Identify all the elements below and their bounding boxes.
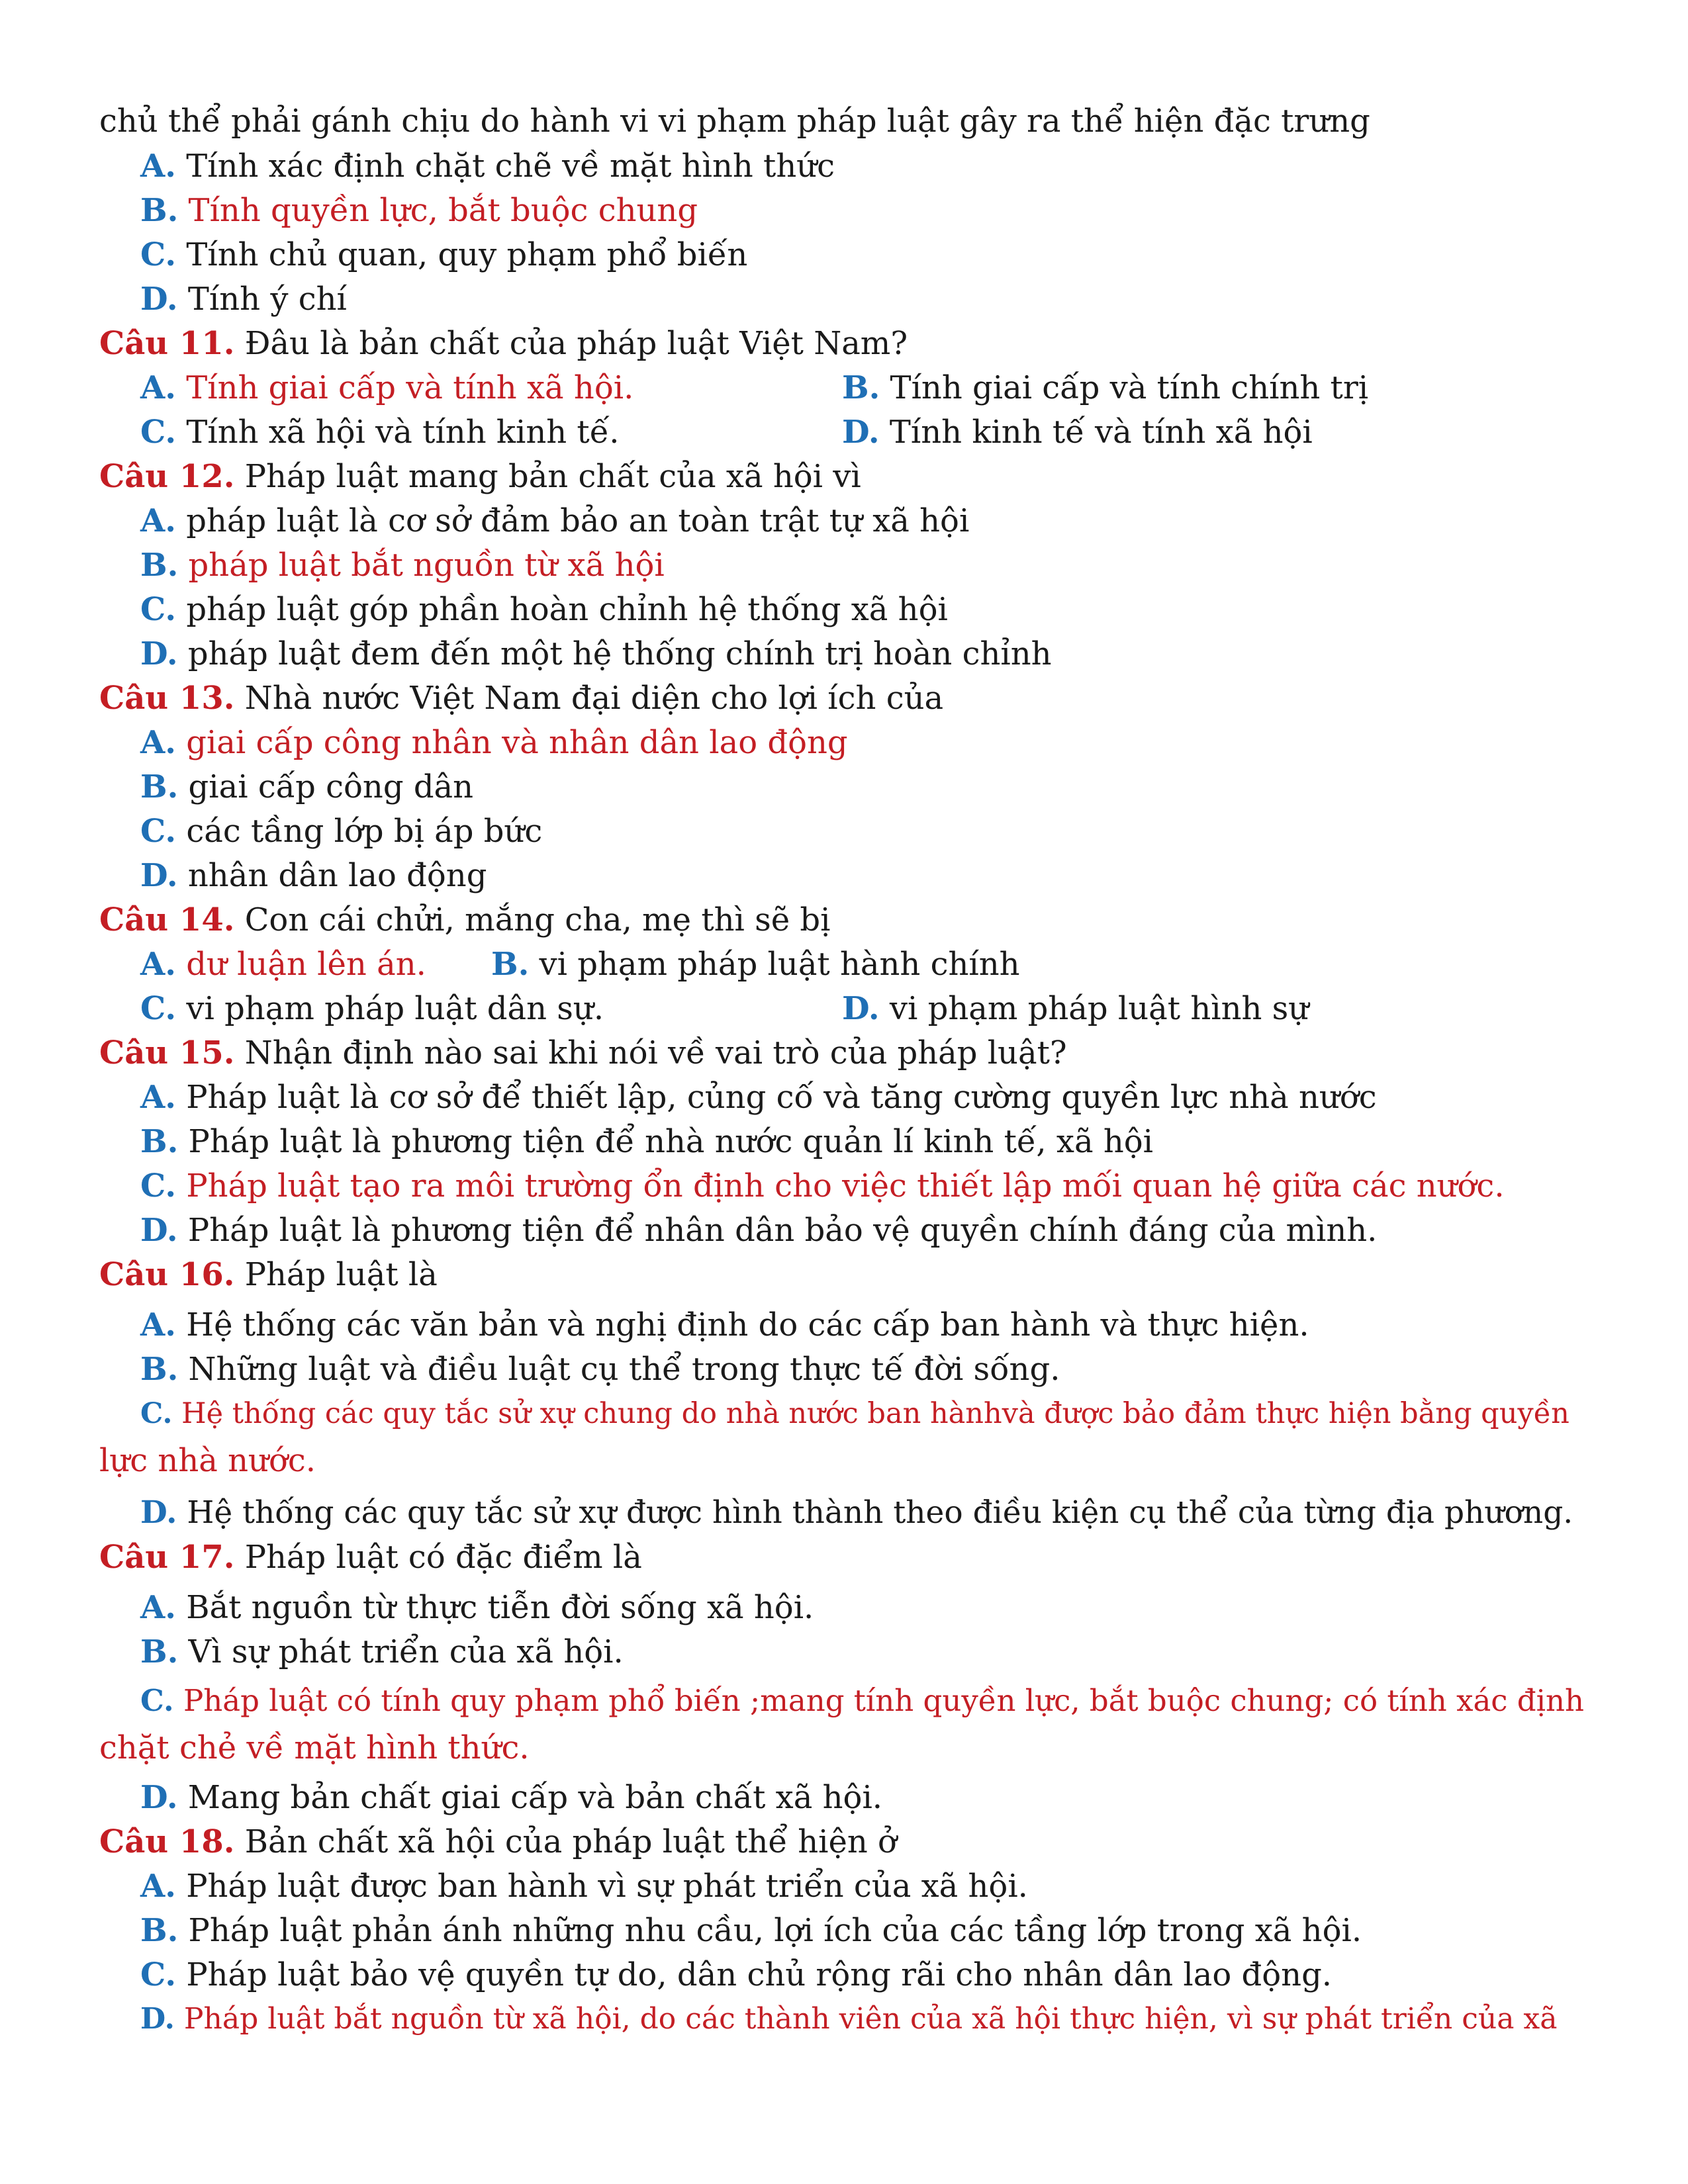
q14-option-c: C. vi phạm pháp luật dân sự. [140, 990, 604, 1027]
q14-option-b: B. vi phạm pháp luật hành chính [491, 946, 1020, 983]
q16-option-c-continuation: lực nhà nước. [99, 1442, 316, 1479]
q15-stem: Câu 15. Nhận định nào sai khi nói về vai trò của pháp luật? [99, 1034, 1067, 1071]
q14-option-d: D. vi phạm pháp luật hình sự [842, 990, 1309, 1027]
q17-option-b: B. Vì sự phát triển của xã hội. [140, 1633, 624, 1670]
q11-stem: Câu 11. Đâu là bản chất của pháp luật Việt Nam? [99, 325, 908, 362]
q17-option-a: A. Bắt nguồn từ thực tiễn đời sống xã hội. [140, 1589, 814, 1626]
q10-option-a: A. Tính xác định chặt chẽ về mặt hình thức [140, 148, 835, 185]
q11-option-c: C. Tính xã hội và tính kinh tế. [140, 414, 620, 451]
q14-stem: Câu 14. Con cái chửi, mắng cha, mẹ thì sẽ bị [99, 901, 831, 938]
q18-stem: Câu 18. Bản chất xã hội của pháp luật thể hiện ở [99, 1823, 897, 1860]
q16-option-a: A. Hệ thống các văn bản và nghị định do các cấp ban hành và thực hiện. [140, 1306, 1309, 1343]
q13-option-b: B. giai cấp công dân [140, 768, 474, 805]
q10-option-b: B. Tính quyền lực, bắt buộc chung [140, 192, 698, 229]
q15-option-d: D. Pháp luật là phương tiện để nhân dân bảo vệ quyền chính đáng của mình. [140, 1212, 1378, 1249]
q10-option-d: D. Tính ý chí [140, 281, 347, 318]
q14-option-a: A. dư luận lên án. [140, 946, 426, 983]
q16-stem: Câu 16. Pháp luật là [99, 1256, 438, 1293]
q11-option-d: D. Tính kinh tế và tính xã hội [842, 414, 1313, 451]
q13-stem: Câu 13. Nhà nước Việt Nam đại diện cho lợi ích của [99, 680, 944, 717]
q13-option-d: D. nhân dân lao động [140, 857, 487, 894]
q17-option-c: C. Pháp luật có tính quy phạm phổ biến ;mang tính quyền lực, bắt buộc chung; có tính xác định [140, 1683, 1584, 1718]
q11-option-a: A. Tính giai cấp và tính xã hội. [140, 369, 634, 406]
q17-option-d: D. Mang bản chất giai cấp và bản chất xã hội. [140, 1779, 883, 1816]
q18-option-c: C. Pháp luật bảo vệ quyền tự do, dân chủ rộng rãi cho nhân dân lao động. [140, 1956, 1333, 1993]
q16-option-b: B. Những luật và điều luật cụ thể trong thực tế đời sống. [140, 1351, 1060, 1388]
q15-option-c: C. Pháp luật tạo ra môi trường ổn định cho việc thiết lập mối quan hệ giữa các nước. [140, 1167, 1505, 1205]
q16-option-d: D. Hệ thống các quy tắc sử xự được hình thành theo điều kiện cụ thể của từng địa phương. [140, 1494, 1573, 1531]
q15-option-a: A. Pháp luật là cơ sở để thiết lập, củng cố và tăng cường quyền lực nhà nước [140, 1079, 1377, 1116]
q17-option-c-continuation: chặt chẻ về mặt hình thức. [99, 1729, 530, 1766]
intro-line: chủ thể phải gánh chịu do hành vi vi phạm pháp luật gây ra thể hiện đặc trưng [99, 103, 1370, 140]
q13-option-c: C. các tầng lớp bị áp bức [140, 813, 543, 850]
q12-option-a: A. pháp luật là cơ sở đảm bảo an toàn trật tự xã hội [140, 502, 970, 539]
q17-stem: Câu 17. Pháp luật có đặc điểm là [99, 1539, 642, 1576]
q12-option-c: C. pháp luật góp phần hoàn chỉnh hệ thống xã hội [140, 591, 948, 628]
q12-option-b: B. pháp luật bắt nguồn từ xã hội [140, 547, 665, 584]
q12-option-d: D. pháp luật đem đến một hệ thống chính trị hoàn chỉnh [140, 635, 1052, 672]
q15-option-b: B. Pháp luật là phương tiện để nhà nước quản lí kinh tế, xã hội [140, 1123, 1154, 1160]
q18-option-a: A. Pháp luật được ban hành vì sự phát triển của xã hội. [140, 1868, 1028, 1905]
q18-option-b: B. Pháp luật phản ánh những nhu cầu, lợi ích của các tầng lớp trong xã hội. [140, 1912, 1362, 1949]
q10-option-c: C. Tính chủ quan, quy phạm phổ biến [140, 236, 748, 273]
q11-option-b: B. Tính giai cấp và tính chính trị [842, 369, 1369, 406]
q13-option-a: A. giai cấp công nhân và nhân dân lao động [140, 724, 848, 761]
q16-option-c: C. Hệ thống các quy tắc sử xự chung do nhà nước ban hànhvà được bảo đảm thực hiện bằng quyền [140, 1397, 1570, 1430]
q18-option-d: D. Pháp luật bắt nguồn từ xã hội, do các thành viên của xã hội thực hiện, vì sự phát triển của xã [140, 2002, 1558, 2036]
q12-stem: Câu 12. Pháp luật mang bản chất của xã hội vì [99, 458, 861, 495]
